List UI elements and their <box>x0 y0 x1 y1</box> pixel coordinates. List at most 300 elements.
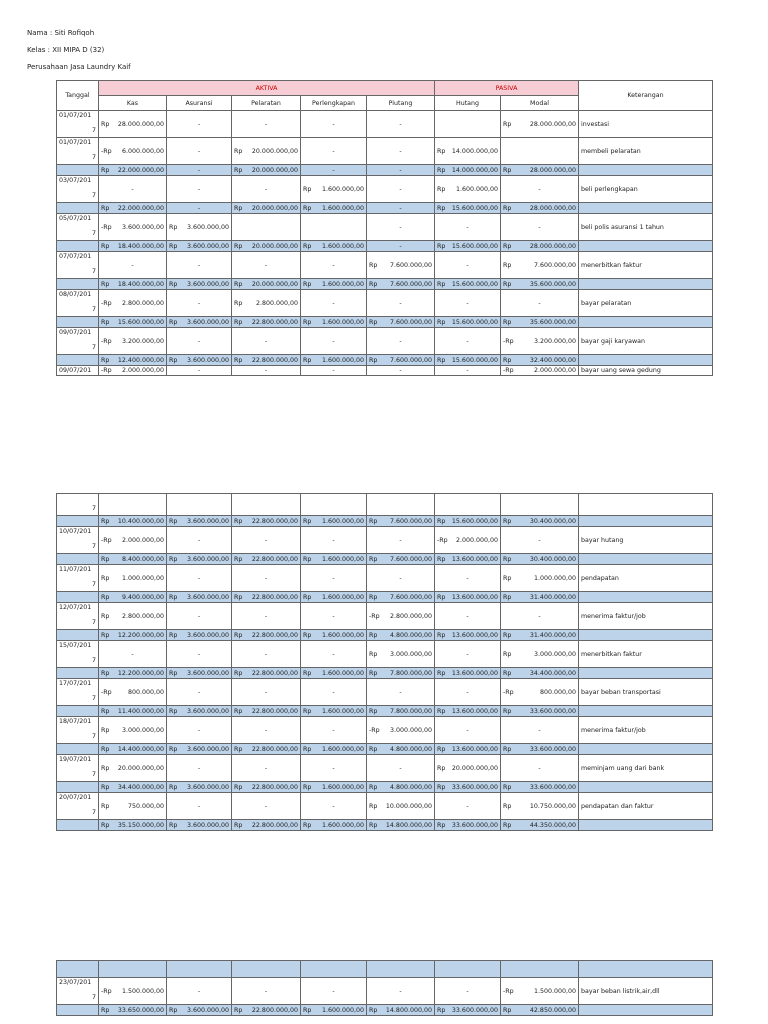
cell-kas: -Rp 2.800.000,00 <box>99 290 167 317</box>
cell-tanggal <box>57 592 99 603</box>
cell-asuransi: Rp 3.600.000,00 <box>167 744 232 755</box>
balance-row <box>57 706 713 717</box>
date-suffix: 7 <box>91 994 96 1001</box>
cell-hutang: - <box>435 641 501 668</box>
cell-hutang: Rp 13.600.000,00 <box>435 554 501 565</box>
cell-modal: Rp 35.600.000,00 <box>501 317 579 328</box>
balance-row <box>57 203 713 214</box>
cell-empty <box>167 961 232 978</box>
cell-hutang: Rp 15.600.000,00 <box>435 279 501 290</box>
cell-perlengkapan: Rp 1.600.000,00 <box>301 203 367 214</box>
date-suffix: 7 <box>91 581 96 588</box>
cell-perlengkapan: - <box>301 679 367 706</box>
cell-pelaratan: - <box>232 111 301 138</box>
date-suffix: 7 <box>91 505 96 512</box>
cell-piutang: Rp 14.800.000,00 <box>367 820 435 831</box>
cell-perlengkapan: Rp 1.600.000,00 <box>301 744 367 755</box>
date-text: 01/07/201 <box>59 112 92 119</box>
balance-row <box>57 516 713 527</box>
cell-perlengkapan: - <box>301 165 367 176</box>
cell-tanggal <box>57 203 99 214</box>
cell-tanggal <box>57 565 99 592</box>
date-suffix: 7 <box>91 306 96 313</box>
cell-keterangan <box>579 554 713 565</box>
table-row <box>57 138 713 165</box>
cell-kas: Rp 18.400.000,00 <box>99 241 167 252</box>
cell-keterangan <box>579 1005 713 1016</box>
cell-asuransi: - <box>167 603 232 630</box>
cell-empty <box>501 961 579 978</box>
balance-row <box>57 630 713 641</box>
cell-kas <box>99 494 167 516</box>
cell-perlengkapan: Rp 1.600.000,00 <box>301 706 367 717</box>
cell-pelaratan: Rp 20.000.000,00 <box>232 165 301 176</box>
table-row <box>57 290 713 317</box>
cell-modal: Rp 32.400.000,00 <box>501 355 579 366</box>
cell-tanggal <box>57 755 99 782</box>
cell-kas: Rp 8.400.000,00 <box>99 554 167 565</box>
cell-piutang: - <box>367 138 435 165</box>
cell-pelaratan: - <box>232 793 301 820</box>
cell-piutang: Rp 4.800.000,00 <box>367 782 435 793</box>
cell-modal: Rp 1.000.000,00 <box>501 565 579 592</box>
cell-tanggal <box>57 717 99 744</box>
cell-hutang: - <box>435 214 501 241</box>
cell-piutang: Rp 7.600.000,00 <box>367 516 435 527</box>
cell-piutang: -Rp 2.800.000,00 <box>367 603 435 630</box>
blank-row <box>57 961 713 978</box>
cell-pelaratan: Rp 22.800.000,00 <box>232 516 301 527</box>
cell-pelaratan: Rp 22.800.000,00 <box>232 668 301 679</box>
cell-modal: Rp 30.400.000,00 <box>501 516 579 527</box>
col-asuransi: Asuransi <box>167 96 232 111</box>
cell-modal: Rp 35.600.000,00 <box>501 279 579 290</box>
cell-piutang: - <box>367 366 435 376</box>
cell-modal: Rp 31.400.000,00 <box>501 630 579 641</box>
cell-modal: - <box>501 176 579 203</box>
cell-tanggal <box>57 279 99 290</box>
balance-row <box>57 668 713 679</box>
balance-row <box>57 279 713 290</box>
table-row <box>57 717 713 744</box>
cell-pelaratan: Rp 20.000.000,00 <box>232 203 301 214</box>
cell-piutang: Rp 7.600.000,00 <box>367 355 435 366</box>
cell-asuransi: Rp 3.600.000,00 <box>167 820 232 831</box>
cell-perlengkapan: Rp 1.600.000,00 <box>301 630 367 641</box>
date-text: 08/07/201 <box>59 291 92 298</box>
cell-modal: Rp 28.000.000,00 <box>501 203 579 214</box>
cell-tanggal <box>57 214 99 241</box>
cell-hutang: Rp 33.600.000,00 <box>435 1005 501 1016</box>
cell-piutang: Rp 7.800.000,00 <box>367 668 435 679</box>
cell-piutang: Rp 7.600.000,00 <box>367 554 435 565</box>
cell-asuransi: - <box>167 252 232 279</box>
col-tanggal: Tanggal <box>57 81 99 111</box>
cell-asuransi: Rp 3.600.000,00 <box>167 592 232 603</box>
cell-pelaratan: Rp 22.800.000,00 <box>232 355 301 366</box>
cell-tanggal <box>57 820 99 831</box>
cell-tanggal <box>57 138 99 165</box>
cell-piutang: - <box>367 679 435 706</box>
cell-asuransi: - <box>167 290 232 317</box>
cell-asuransi: Rp 3.600.000,00 <box>167 317 232 328</box>
student-name: Nama : Siti Rofiqoh <box>27 29 95 37</box>
cell-perlengkapan: - <box>301 565 367 592</box>
cell-perlengkapan: Rp 1.600.000,00 <box>301 668 367 679</box>
balance-row <box>57 317 713 328</box>
balance-row <box>57 1005 713 1016</box>
cell-asuransi: Rp 3.600.000,00 <box>167 630 232 641</box>
cell-modal: - <box>501 755 579 782</box>
cell-hutang: Rp 33.600.000,00 <box>435 782 501 793</box>
cell-pelaratan: - <box>232 755 301 782</box>
cell-keterangan <box>579 706 713 717</box>
cell-hutang: - <box>435 565 501 592</box>
date-suffix: 7 <box>91 268 96 275</box>
cell-asuransi: Rp 3.600.000,00 <box>167 279 232 290</box>
cell-tanggal <box>57 1005 99 1016</box>
cell-kas: - <box>99 252 167 279</box>
cell-hutang: - <box>435 252 501 279</box>
cell-tanggal <box>57 679 99 706</box>
cell-perlengkapan: - <box>301 328 367 355</box>
cell-empty <box>232 961 301 978</box>
table-row <box>57 755 713 782</box>
cell-keterangan: menerbitkan faktur <box>579 252 713 279</box>
balance-row <box>57 554 713 565</box>
cell-kas: -Rp 3.600.000,00 <box>99 214 167 241</box>
cell-perlengkapan: - <box>301 603 367 630</box>
cell-kas: Rp 1.000.000,00 <box>99 565 167 592</box>
cell-pelaratan: - <box>232 252 301 279</box>
cell-tanggal <box>57 328 99 355</box>
cell-hutang: Rp 15.600.000,00 <box>435 241 501 252</box>
cell-empty <box>301 961 367 978</box>
cell-empty <box>99 961 167 978</box>
cell-tanggal <box>57 782 99 793</box>
cell-hutang: - <box>435 793 501 820</box>
date-text: 15/07/201 <box>59 642 92 649</box>
cell-perlengkapan: Rp 1.600.000,00 <box>301 241 367 252</box>
cell-pelaratan: Rp 22.800.000,00 <box>232 820 301 831</box>
cell-perlengkapan: - <box>301 641 367 668</box>
cell-perlengkapan: Rp 1.600.000,00 <box>301 279 367 290</box>
cell-piutang: - <box>367 328 435 355</box>
cell-kas: - <box>99 641 167 668</box>
cell-pelaratan: - <box>232 717 301 744</box>
cell-keterangan <box>579 241 713 252</box>
cell-modal: Rp 30.400.000,00 <box>501 554 579 565</box>
cell-piutang: -Rp 3.000.000,00 <box>367 717 435 744</box>
cell-kas: Rp 18.400.000,00 <box>99 279 167 290</box>
cell-asuransi: Rp 3.600.000,00 <box>167 355 232 366</box>
cell-piutang: Rp 7.800.000,00 <box>367 706 435 717</box>
cell-empty <box>57 961 99 978</box>
cell-tanggal <box>57 516 99 527</box>
cell-kas: -Rp 6.000.000,00 <box>99 138 167 165</box>
date-suffix: 7 <box>91 809 96 816</box>
cell-hutang: - <box>435 603 501 630</box>
table-row <box>57 366 713 376</box>
cell-tanggal <box>57 494 99 516</box>
cell-keterangan <box>579 820 713 831</box>
col-kas: Kas <box>99 96 167 111</box>
cell-kas: Rp 35.150.000,00 <box>99 820 167 831</box>
cell-tanggal <box>57 978 99 1005</box>
cell-pelaratan: Rp 22.800.000,00 <box>232 782 301 793</box>
date-text: 01/07/201 <box>59 139 92 146</box>
cell-tanggal <box>57 317 99 328</box>
cell-piutang: - <box>367 241 435 252</box>
cell-pelaratan: - <box>232 328 301 355</box>
cell-piutang: - <box>367 978 435 1005</box>
cell-hutang: - <box>435 679 501 706</box>
cell-tanggal <box>57 706 99 717</box>
cell-pelaratan: Rp 22.800.000,00 <box>232 630 301 641</box>
cell-kas: -Rp 2.000.000,00 <box>99 366 167 376</box>
cell-modal: -Rp 3.200.000,00 <box>501 328 579 355</box>
table-row <box>57 978 713 1005</box>
cell-empty <box>435 961 501 978</box>
balance-row <box>57 355 713 366</box>
cell-keterangan <box>579 516 713 527</box>
cell-asuransi <box>167 494 232 516</box>
cell-kas: Rp 750.000,00 <box>99 793 167 820</box>
cell-piutang <box>367 494 435 516</box>
cell-kas: Rp 12.400.000,00 <box>99 355 167 366</box>
table-row <box>57 679 713 706</box>
cell-piutang: Rp 4.800.000,00 <box>367 630 435 641</box>
cell-pelaratan: Rp 20.000.000,00 <box>232 138 301 165</box>
cell-hutang: Rp 33.600.000,00 <box>435 820 501 831</box>
cell-keterangan: meminjam uang dari bank <box>579 755 713 782</box>
cell-tanggal <box>57 744 99 755</box>
cell-piutang: - <box>367 111 435 138</box>
cell-pelaratan: Rp 22.800.000,00 <box>232 317 301 328</box>
cell-kas: Rp 33.650.000,00 <box>99 1005 167 1016</box>
cell-keterangan: bayar pelaratan <box>579 290 713 317</box>
cell-piutang: Rp 7.600.000,00 <box>367 592 435 603</box>
cell-piutang: - <box>367 214 435 241</box>
cell-perlengkapan: - <box>301 138 367 165</box>
cell-perlengkapan: Rp 1.600.000,00 <box>301 554 367 565</box>
ledger-table-3 <box>56 960 713 1016</box>
cell-modal: -Rp 800.000,00 <box>501 679 579 706</box>
cell-pelaratan: - <box>232 641 301 668</box>
cell-keterangan <box>579 203 713 214</box>
date-text: 07/07/201 <box>59 253 92 260</box>
cell-perlengkapan: Rp 1.600.000,00 <box>301 782 367 793</box>
cell-keterangan: bayar uang sewa gedung <box>579 366 713 376</box>
cell-modal: - <box>501 214 579 241</box>
cell-piutang: Rp 14.800.000,00 <box>367 1005 435 1016</box>
cell-keterangan: pendapatan dan faktur <box>579 793 713 820</box>
cell-hutang: Rp 15.600.000,00 <box>435 317 501 328</box>
cell-kas: Rp 11.400.000,00 <box>99 706 167 717</box>
cell-perlengkapan: Rp 1.600.000,00 <box>301 516 367 527</box>
cell-asuransi: - <box>167 203 232 214</box>
cell-perlengkapan: Rp 1.600.000,00 <box>301 820 367 831</box>
cell-piutang: Rp 7.600.000,00 <box>367 252 435 279</box>
cell-pelaratan <box>232 214 301 241</box>
cell-modal: Rp 28.000.000,00 <box>501 241 579 252</box>
cell-pelaratan: - <box>232 978 301 1005</box>
cell-asuransi: Rp 3.600.000,00 <box>167 516 232 527</box>
cell-keterangan <box>579 668 713 679</box>
cell-asuransi: Rp 3.600.000,00 <box>167 554 232 565</box>
cell-piutang: - <box>367 176 435 203</box>
cell-pelaratan: Rp 22.800.000,00 <box>232 554 301 565</box>
table-row <box>57 565 713 592</box>
cell-tanggal <box>57 355 99 366</box>
cell-hutang: Rp 13.600.000,00 <box>435 630 501 641</box>
cell-pelaratan: Rp 20.000.000,00 <box>232 279 301 290</box>
cell-modal <box>501 138 579 165</box>
date-text: 09/07/201 <box>59 329 92 336</box>
cell-keterangan <box>579 744 713 755</box>
date-text: 19/07/201 <box>59 756 92 763</box>
header-group-row <box>57 81 713 96</box>
cell-kas: -Rp 2.000.000,00 <box>99 527 167 554</box>
cell-kas: - <box>99 176 167 203</box>
cell-kas: Rp 15.600.000,00 <box>99 317 167 328</box>
cell-piutang: - <box>367 565 435 592</box>
cell-kas: Rp 28.000.000,00 <box>99 111 167 138</box>
balance-row <box>57 744 713 755</box>
cell-modal: -Rp 2.000.000,00 <box>501 366 579 376</box>
cell-modal: Rp 3.000.000,00 <box>501 641 579 668</box>
company-name: Perusahaan Jasa Laundry Kaif <box>27 63 131 71</box>
table-row <box>57 494 713 516</box>
cell-keterangan: investasi <box>579 111 713 138</box>
cell-perlengkapan: - <box>301 717 367 744</box>
cell-keterangan: menerima faktur/job <box>579 603 713 630</box>
cell-piutang: Rp 7.600.000,00 <box>367 279 435 290</box>
cell-perlengkapan: Rp 1.600.000,00 <box>301 355 367 366</box>
col-keterangan: Keterangan <box>579 81 713 111</box>
cell-pelaratan: Rp 2.800.000,00 <box>232 290 301 317</box>
cell-tanggal <box>57 630 99 641</box>
cell-kas: -Rp 1.500.000,00 <box>99 978 167 1005</box>
col-perlengkapan: Perlengkapan <box>301 96 367 111</box>
cell-asuransi: - <box>167 165 232 176</box>
cell-tanggal <box>57 290 99 317</box>
cell-asuransi: Rp 3.600.000,00 <box>167 214 232 241</box>
cell-kas: Rp 9.400.000,00 <box>99 592 167 603</box>
date-suffix: 7 <box>91 543 96 550</box>
date-text: 10/07/201 <box>59 528 92 535</box>
cell-tanggal <box>57 111 99 138</box>
col-modal: Modal <box>501 96 579 111</box>
date-suffix: 7 <box>91 344 96 351</box>
cell-perlengkapan: - <box>301 755 367 782</box>
cell-piutang: Rp 4.800.000,00 <box>367 744 435 755</box>
cell-empty <box>579 961 713 978</box>
cell-asuransi: - <box>167 793 232 820</box>
cell-hutang: Rp 13.600.000,00 <box>435 706 501 717</box>
cell-perlengkapan: Rp 1.600.000,00 <box>301 176 367 203</box>
cell-asuransi: - <box>167 328 232 355</box>
cell-piutang: - <box>367 290 435 317</box>
cell-hutang: Rp 15.600.000,00 <box>435 203 501 214</box>
table-row <box>57 641 713 668</box>
cell-keterangan: menerbitkan faktur <box>579 641 713 668</box>
cell-kas: Rp 22.000.000,00 <box>99 203 167 214</box>
cell-kas: Rp 12.200.000,00 <box>99 668 167 679</box>
cell-modal: Rp 34.400.000,00 <box>501 668 579 679</box>
cell-modal: Rp 10.750.000,00 <box>501 793 579 820</box>
cell-kas: Rp 22.000.000,00 <box>99 165 167 176</box>
cell-piutang: - <box>367 165 435 176</box>
cell-perlengkapan: Rp 1.600.000,00 <box>301 592 367 603</box>
cell-piutang: - <box>367 755 435 782</box>
cell-keterangan <box>579 165 713 176</box>
cell-modal: - <box>501 527 579 554</box>
cell-hutang: -Rp 2.000.000,00 <box>435 527 501 554</box>
cell-asuransi: - <box>167 679 232 706</box>
col-piutang: Piutang <box>367 96 435 111</box>
cell-kas: Rp 2.800.000,00 <box>99 603 167 630</box>
cell-perlengkapan: - <box>301 290 367 317</box>
table-row <box>57 111 713 138</box>
date-suffix: 7 <box>91 619 96 626</box>
balance-row <box>57 592 713 603</box>
cell-perlengkapan: - <box>301 527 367 554</box>
date-suffix: 7 <box>91 230 96 237</box>
cell-hutang: - <box>435 328 501 355</box>
table-row <box>57 176 713 203</box>
cell-perlengkapan: - <box>301 978 367 1005</box>
cell-modal: Rp 28.000.000,00 <box>501 165 579 176</box>
cell-asuransi: Rp 3.600.000,00 <box>167 241 232 252</box>
cell-asuransi: - <box>167 527 232 554</box>
col-pasiva: PASIVA <box>435 81 579 96</box>
date-suffix: 7 <box>91 127 96 134</box>
student-class: Kelas : XII MIPA D (32) <box>27 46 105 54</box>
date-suffix: 7 <box>91 771 96 778</box>
date-text: 18/07/201 <box>59 718 92 725</box>
col-pelaratan: Pelaratan <box>232 96 301 111</box>
cell-keterangan: beli perlengkapan <box>579 176 713 203</box>
cell-pelaratan: - <box>232 679 301 706</box>
cell-asuransi: Rp 3.600.000,00 <box>167 706 232 717</box>
cell-pelaratan: - <box>232 603 301 630</box>
cell-modal: Rp 33.600.000,00 <box>501 744 579 755</box>
cell-piutang: - <box>367 527 435 554</box>
ledger-table-1 <box>56 80 713 376</box>
cell-hutang: - <box>435 290 501 317</box>
date-text: 23/07/201 <box>59 979 92 986</box>
cell-tanggal <box>57 241 99 252</box>
date-suffix: 7 <box>91 733 96 740</box>
cell-kas: Rp 20.000.000,00 <box>99 755 167 782</box>
cell-tanggal <box>57 668 99 679</box>
cell-asuransi: Rp 3.600.000,00 <box>167 782 232 793</box>
cell-hutang <box>435 111 501 138</box>
cell-kas: Rp 14.400.000,00 <box>99 744 167 755</box>
cell-kas: Rp 3.000.000,00 <box>99 717 167 744</box>
cell-perlengkapan: Rp 1.600.000,00 <box>301 317 367 328</box>
cell-pelaratan: Rp 22.800.000,00 <box>232 1005 301 1016</box>
cell-modal: Rp 33.600.000,00 <box>501 782 579 793</box>
cell-asuransi: - <box>167 755 232 782</box>
cell-modal: -Rp 1.500.000,00 <box>501 978 579 1005</box>
date-text: 03/07/201 <box>59 177 92 184</box>
cell-piutang: Rp 3.000.000,00 <box>367 641 435 668</box>
balance-row <box>57 820 713 831</box>
col-hutang: Hutang <box>435 96 501 111</box>
cell-modal: Rp 7.600.000,00 <box>501 252 579 279</box>
